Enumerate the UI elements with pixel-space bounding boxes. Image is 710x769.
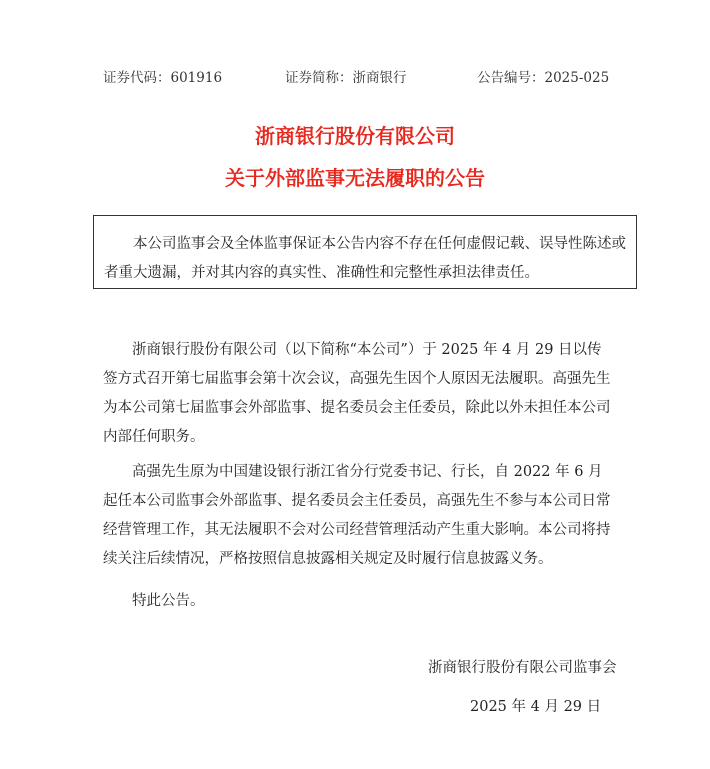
signature: 浙商银行股份有限公司监事会 bbox=[428, 660, 617, 676]
document-header bbox=[0, 66, 710, 86]
disclaimer-text: 本公司监事会及全体监事保证本公告内容不存在任何虚假记载、误导性陈述或者重大遗漏，并对其内容的真实性、准确性和完整性承担法律责任。 bbox=[104, 236, 626, 281]
stock-code: 证券代码：601916 bbox=[103, 70, 223, 86]
disclaimer-box bbox=[93, 215, 637, 289]
stock-name: 证券简称：浙商银行 bbox=[285, 70, 407, 86]
company-title: 浙商银行股份有限公司 bbox=[255, 124, 455, 148]
announcement-number: 公告编号：2025-025 bbox=[477, 70, 610, 86]
closing-statement bbox=[103, 587, 613, 616]
body-paragraph-2 bbox=[103, 458, 613, 574]
paragraph-text: 高强先生原为中国建设银行浙江省分行党委书记、行长，自 2022 年 6 月起任本公司监事会外部监事、提名委员会主任委员，高强先生不参与本公司日常经营管理工作，其无法履职不会对公司经营管理活动产生重大影响。本公司将持续关注后续情况，严格按照信息披露相关规定及时履行信息披露义务。 bbox=[103, 464, 611, 567]
body-paragraph-1 bbox=[103, 336, 613, 452]
paragraph-text: 浙商银行股份有限公司（以下简称“本公司”）于 2025 年 4 月 29 日以传签方式召开第七届监事会第十次会议，高强先生因个人原因无法履职。高强先生为本公司第七届监事会外部监事、提名委员会主任委员，除此以外未担任本公司内部任何职务。 bbox=[103, 342, 611, 445]
announcement-date: 2025 年 4 月 29 日 bbox=[470, 699, 602, 715]
paragraph-text: 特此公告。 bbox=[132, 593, 205, 609]
announcement-title: 关于外部监事无法履职的公告 bbox=[225, 166, 485, 190]
